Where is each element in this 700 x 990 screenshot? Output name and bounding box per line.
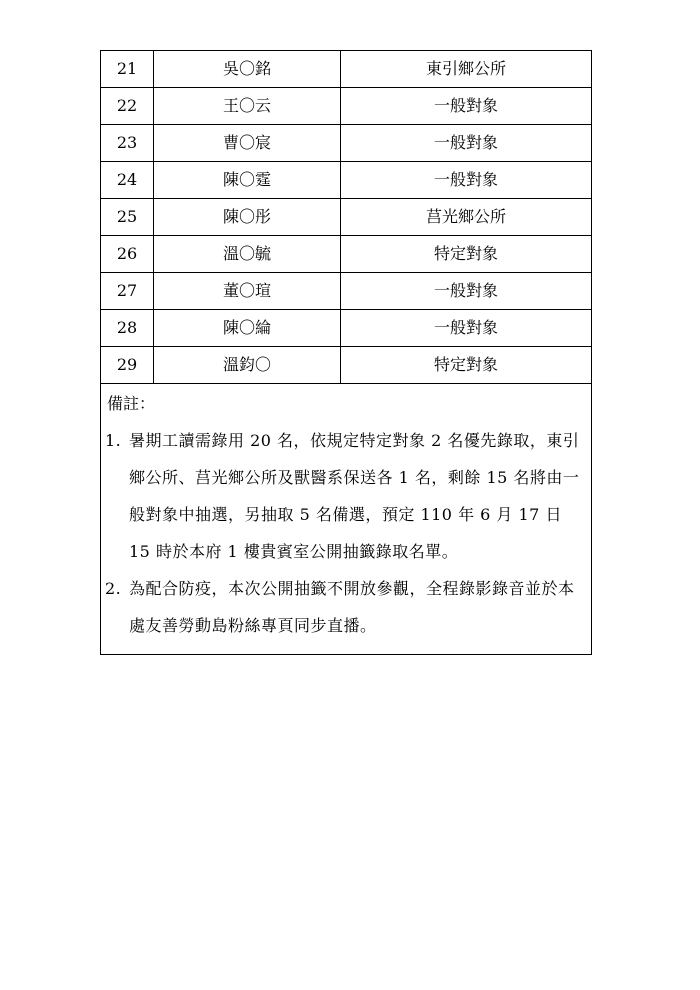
category-cell: 一般對象 [341, 125, 592, 162]
notes-row [101, 384, 592, 655]
row-number-cell: 25 [101, 199, 154, 236]
row-number-cell: 24 [101, 162, 154, 199]
name-cell: 王〇云 [154, 88, 341, 125]
table-row [101, 273, 592, 310]
name-cell: 陳〇霆 [154, 162, 341, 199]
note-item [101, 422, 591, 570]
category-cell: 一般對象 [341, 273, 592, 310]
category-cell: 一般對象 [341, 88, 592, 125]
note-number: 2. [105, 579, 122, 598]
row-number-cell: 28 [101, 310, 154, 347]
row-number-cell: 21 [101, 51, 154, 88]
notes-cell [101, 384, 592, 655]
note-text: 暑期工讀需錄用 20 名，依規定特定對象 2 名優先錄取，東引鄉公所、莒光鄉公所及獸醫系保送各 1 名，剩餘 15 名將由一般對象中抽選，另抽取 5 名備選，預定 110 年 6 月 17 日 15 時於本府 1 樓貴賓室公開抽籤錄取名單。 [129, 431, 580, 561]
table-row [101, 199, 592, 236]
row-number-cell: 29 [101, 347, 154, 384]
table-row [101, 88, 592, 125]
category-cell: 一般對象 [341, 310, 592, 347]
note-number: 1. [105, 431, 122, 450]
table-row [101, 162, 592, 199]
roster-table-body [101, 51, 592, 655]
name-cell: 陳〇彤 [154, 199, 341, 236]
table-row [101, 236, 592, 273]
roster-table [100, 50, 592, 655]
table-row [101, 125, 592, 162]
name-cell: 陳〇綸 [154, 310, 341, 347]
table-row [101, 310, 592, 347]
name-cell: 吳〇銘 [154, 51, 341, 88]
name-cell: 溫〇毓 [154, 236, 341, 273]
note-item [101, 570, 591, 644]
category-cell: 一般對象 [341, 162, 592, 199]
table-row [101, 347, 592, 384]
row-number-cell: 26 [101, 236, 154, 273]
category-cell: 東引鄉公所 [341, 51, 592, 88]
name-cell: 曹〇宸 [154, 125, 341, 162]
name-cell: 董〇瑄 [154, 273, 341, 310]
category-cell: 特定對象 [341, 347, 592, 384]
category-cell: 莒光鄉公所 [341, 199, 592, 236]
row-number-cell: 27 [101, 273, 154, 310]
row-number-cell: 23 [101, 125, 154, 162]
table-row [101, 51, 592, 88]
category-cell: 特定對象 [341, 236, 592, 273]
name-cell: 溫鈞〇 [154, 347, 341, 384]
note-text: 為配合防疫，本次公開抽籤不開放參觀，全程錄影錄音並於本處友善勞動島粉絲專頁同步直播。 [129, 579, 575, 635]
row-number-cell: 22 [101, 88, 154, 125]
notes-title: 備註： [107, 394, 156, 413]
